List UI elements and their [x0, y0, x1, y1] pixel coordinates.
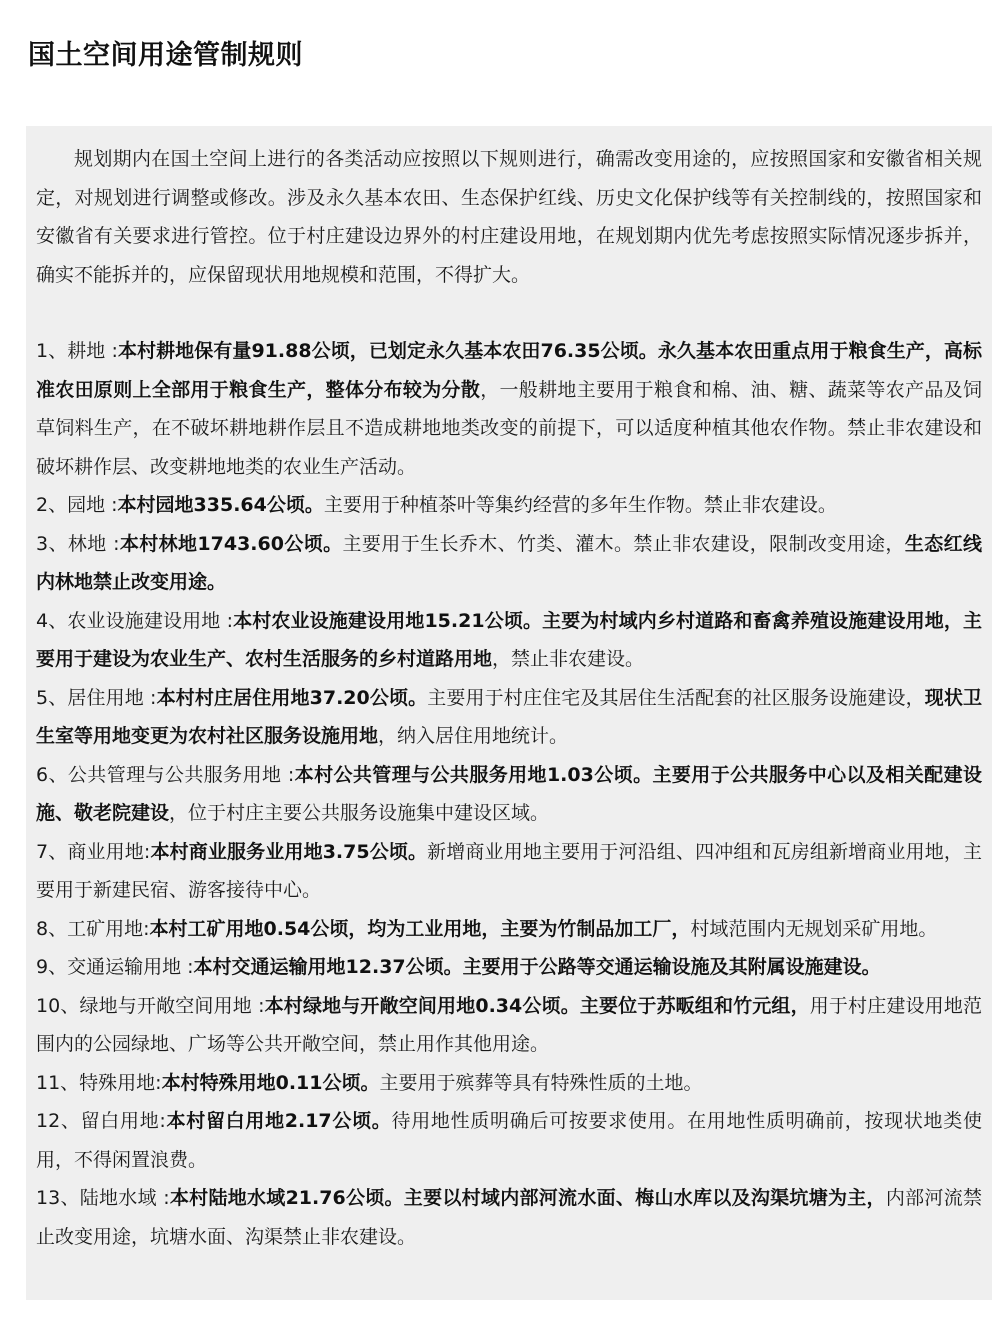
rule-item	[36, 1102, 982, 1179]
rule-item-key-note: 生态红线内林地禁止改变用途。	[36, 532, 982, 593]
rule-item-label: 2、园地 :	[36, 494, 118, 516]
rule-item-description: ，一般耕地主要用于粮食和棉、油、糖、蔬菜等农产品及饲草饲料生产，在不破坏耕地耕作层且不造成耕地地类改变的前提下，可以适度种植其他农作物。禁止非农建设和破坏耕作层、改变耕地地类的农业生产活动。	[36, 378, 982, 478]
rule-item-description: ，禁止非农建设。	[492, 648, 645, 670]
rule-item-key-figures: 本村农业设施建设用地15.21公顷。主要为村域内乡村道路和畜禽养殖设施建设用地，主要用于建设为农业生产、农村生活服务的乡村道路用地	[36, 609, 983, 670]
rule-item-label: 13、陆地水域 :	[36, 1187, 170, 1209]
rule-item-description: ，位于村庄主要公共服务设施集中建设区域。	[169, 802, 550, 824]
rule-item-label: 3、林地 :	[36, 532, 120, 555]
rule-item-key-note: 现状卫生室等用地变更为农村社区服务设施用地	[36, 686, 982, 747]
rule-item-label: 9、交通运输用地 :	[36, 956, 194, 978]
rule-item-key-figures: 本村商业服务业用地3.75公顷。	[150, 840, 428, 863]
rule-item-label: 5、居住用地 :	[36, 686, 157, 709]
rules-text-box	[26, 126, 992, 1300]
rule-item-key-figures: 本村园地335.64公顷。	[117, 494, 324, 516]
rule-item	[36, 833, 982, 910]
rule-item-label: 7、商业用地:	[36, 840, 151, 863]
rule-item-key-figures: 本村耕地保有量91.88公顷，已划定永久基本农田76.35公顷。永久基本农田重点用于粮食生产，高标准农田原则上全部用于粮食生产，整体分布较为分散	[36, 340, 983, 401]
rule-item	[36, 910, 982, 949]
rule-item	[36, 602, 982, 679]
rule-item-label: 4、农业设施建设用地 :	[36, 609, 233, 632]
rule-item-description: 主要用于殡葬等具有特殊性质的土地。	[379, 1071, 703, 1094]
rule-item-description: 主要用于种植茶叶等集约经营的多年生作物。禁止非农建设。	[323, 494, 837, 516]
rule-item-key-figures: 本村绿地与开敞空间用地0.34公顷。主要位于苏畈组和竹元组，	[264, 994, 810, 1017]
rule-item	[36, 525, 982, 602]
land-use-rule-list	[36, 332, 982, 1256]
rule-item-key-figures: 本村公共管理与公共服务用地1.03公顷。主要用于公共服务中心以及相关配建设施、敬老院建设	[36, 763, 982, 824]
rule-item-key-figures: 本村留白用地2.17公顷。	[165, 1110, 392, 1132]
rule-item-description: 用于村庄建设用地范围内的公园绿地、广场等公共开敞空间，禁止用作其他用途。	[36, 994, 982, 1055]
rule-item	[36, 1179, 982, 1256]
rule-item-description-tail: ，纳入居住用地统计。	[378, 725, 569, 747]
rule-item-label: 6、公共管理与公共服务用地 :	[36, 763, 295, 786]
rule-item	[36, 1064, 982, 1103]
rule-item-description: 新增商业用地主要用于河沿组、四冲组和瓦房组新增商业用地，主要用于新建民宿、游客接待中心。	[36, 840, 982, 901]
rule-item	[36, 948, 982, 987]
intro-paragraph: 规划期内在国土空间上进行的各类活动应按照以下规则进行，确需改变用途的，应按照国家和安徽省相关规定，对规划进行调整或修改。涉及永久基本农田、生态保护红线、历史文化保护线等有关控制线的，按照国家和安徽省有关要求进行管控。位于村庄建设边界外的村庄建设用地，在规划期内优先考虑按照实际情况逐步拆并，确实不能拆并的，应保留现状用地规模和范围，不得扩大。	[36, 148, 982, 286]
rule-item	[36, 987, 982, 1064]
rule-item-description: 村域范围内无规划采矿用地。	[690, 917, 938, 940]
rule-item	[36, 679, 982, 756]
rule-item-description: 主要用于村庄住宅及其居住生活配套的社区服务设施建设，	[427, 686, 925, 709]
rule-item-label: 1、耕地 :	[36, 340, 118, 362]
rule-item-description: 待用地性质明确后可按要求使用。在用地性质明确前，按现状地类使用，不得闲置浪费。	[36, 1110, 982, 1171]
page-title: 国土空间用途管制规则	[28, 40, 303, 71]
rule-item-label: 8、工矿用地:	[36, 917, 150, 940]
paragraph-spacer	[36, 294, 982, 332]
rule-item-key-figures: 本村特殊用地0.11公顷。	[161, 1071, 380, 1094]
rule-item-label: 11、特殊用地:	[36, 1071, 162, 1094]
rule-item	[36, 486, 982, 525]
rule-item-label: 10、绿地与开敞空间用地 :	[36, 994, 265, 1017]
rule-item-key-figures: 本村陆地水域21.76公顷。主要以村域内部河流水面、梅山水库以及沟渠坑塘为主，	[169, 1187, 886, 1209]
rule-item	[36, 756, 982, 833]
rule-item	[36, 332, 982, 486]
rule-item-key-figures: 本村林地1743.60公顷。	[119, 532, 343, 555]
rule-item-key-figures: 本村交通运输用地12.37公顷。主要用于公路等交通运输设施及其附属设施建设。	[193, 956, 881, 978]
rule-item-label: 12、留白用地:	[36, 1110, 166, 1132]
rule-item-description: 主要用于生长乔木、竹类、灌木。禁止非农建设，限制改变用途，	[342, 532, 905, 555]
rule-item-key-figures: 本村工矿用地0.54公顷，均为工业用地，主要为竹制品加工厂，	[149, 917, 691, 940]
rule-item-description: 内部河流禁止改变用途，坑塘水面、沟渠禁止非农建设。	[36, 1187, 982, 1248]
rule-item-key-figures: 本村村庄居住用地37.20公顷。	[156, 686, 428, 709]
